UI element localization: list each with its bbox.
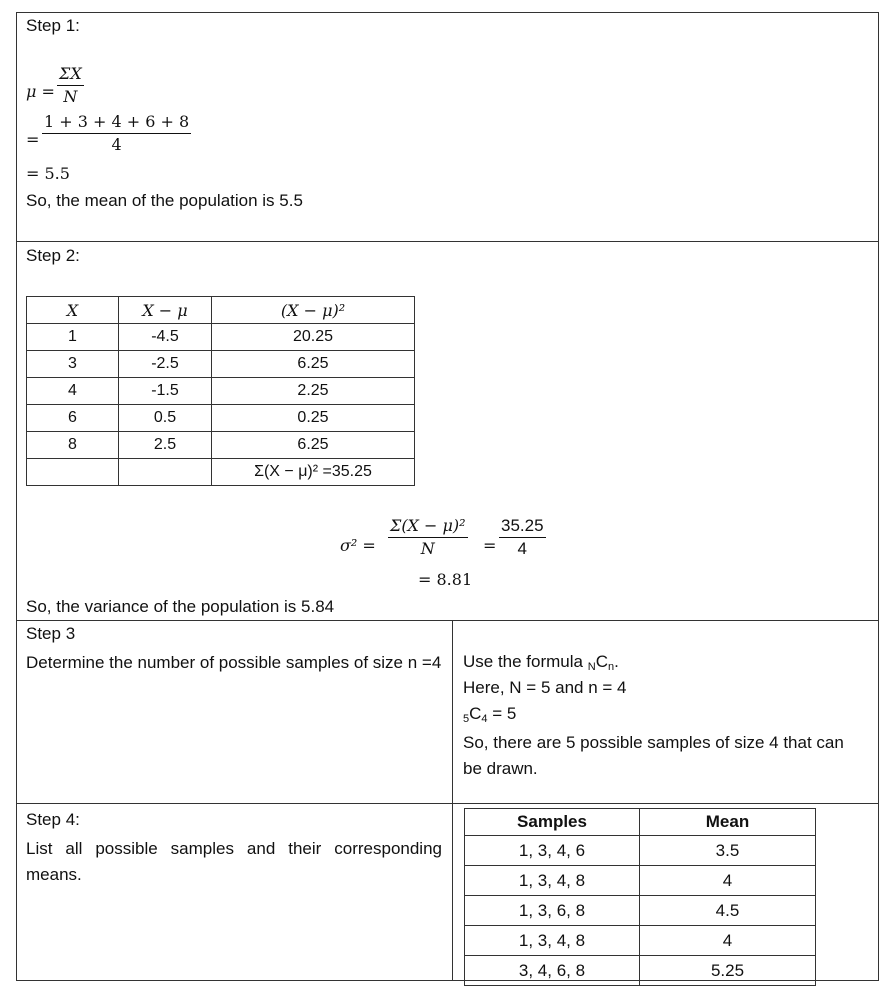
cell-x: 4 — [27, 378, 119, 405]
cell-deviation: 2.5 — [119, 432, 212, 459]
cell-x: 1 — [27, 324, 119, 351]
table-row — [465, 836, 816, 866]
formula-line — [463, 652, 619, 673]
frame-left — [16, 12, 17, 981]
formula-c: C — [595, 652, 608, 671]
step2-heading: Step 2: — [26, 246, 80, 265]
cell-sample: 3, 4, 6, 8 — [465, 956, 640, 986]
sum-denominator: 4 — [111, 135, 122, 154]
divider-step2-step3 — [16, 620, 878, 621]
sigma-lhs: σ² = — [340, 536, 376, 555]
header-deviation: X − μ — [119, 297, 212, 324]
table-row — [27, 405, 415, 432]
table-row — [27, 351, 415, 378]
table-row — [465, 956, 816, 986]
given-values: Here, N = 5 and n = 4 — [463, 678, 627, 697]
combination-line — [463, 704, 516, 725]
step3-description: Determine the number of possible samples of size n =4 — [26, 653, 442, 672]
cell-x: 8 — [27, 432, 119, 459]
cell-sample: 1, 3, 4, 8 — [465, 866, 640, 896]
cell-squared: 2.25 — [212, 378, 415, 405]
table-sum-row — [27, 459, 415, 486]
comb-sub-5: 5 — [463, 713, 470, 725]
step1-heading: Step 1: — [26, 16, 80, 35]
samples-table — [464, 808, 816, 986]
divider-step3-step4 — [16, 803, 878, 804]
cell-mean: 4.5 — [640, 896, 816, 926]
cell-deviation: -4.5 — [119, 324, 212, 351]
sigma-numerator-1: Σ(X − μ)² — [388, 516, 468, 538]
cell-deviation: -2.5 — [119, 351, 212, 378]
formula-prefix: Use the formula — [463, 652, 588, 671]
cell-squared: 20.25 — [212, 324, 415, 351]
cell-x: 3 — [27, 351, 119, 378]
formula-sub-n-big: N — [587, 661, 596, 673]
table-row — [27, 432, 415, 459]
sum-fraction — [42, 112, 191, 155]
table-row — [465, 896, 816, 926]
cell-deviation: -1.5 — [119, 378, 212, 405]
step4-description: List all possible samples and their corresponding means. — [26, 839, 442, 884]
sigma-fraction-1 — [388, 516, 468, 559]
sigma-denominator-1: N — [420, 539, 435, 558]
mean-conclusion: So, the mean of the population is 5.5 — [26, 191, 303, 210]
cell-sample: 1, 3, 4, 6 — [465, 836, 640, 866]
eq2-lhs: = — [26, 130, 40, 149]
sigma-fraction-2 — [499, 516, 546, 559]
cell-mean: 5.25 — [640, 956, 816, 986]
formula-suffix: . — [614, 652, 619, 671]
cell-empty — [27, 459, 119, 486]
mu-denominator: N — [63, 87, 78, 106]
samples-header-row — [465, 809, 816, 836]
step3-heading: Step 3 — [26, 624, 76, 643]
table-row — [27, 378, 415, 405]
cell-sample: 1, 3, 4, 8 — [465, 926, 640, 956]
comb-result: = 5 — [487, 704, 517, 723]
step4-heading: Step 4: — [26, 810, 80, 829]
sigma-equals: = — [483, 536, 497, 555]
header-squared-deviation: (X − μ)² — [212, 297, 415, 324]
cell-x: 6 — [27, 405, 119, 432]
variance-result: = 8.81 — [418, 570, 473, 589]
table-row — [27, 324, 415, 351]
formula-sub-n: n — [607, 661, 615, 673]
table-row — [465, 866, 816, 896]
mu-fraction — [57, 64, 84, 107]
cell-mean: 3.5 — [640, 836, 816, 866]
mean-result: = 5.5 — [26, 164, 70, 183]
samples-conclusion: So, there are 5 possible samples of size 4 that can be drawn. — [463, 733, 844, 778]
divider-step1-step2 — [16, 241, 878, 242]
header-x: X — [27, 297, 119, 324]
cell-sample: 1, 3, 6, 8 — [465, 896, 640, 926]
sum-numerator: 1 + 3 + 4 + 6 + 8 — [42, 112, 191, 134]
sigma-numerator-2: 35.25 — [499, 516, 546, 538]
header-samples: Samples — [465, 809, 640, 836]
cell-mean: 4 — [640, 926, 816, 956]
cell-mean: 4 — [640, 866, 816, 896]
cell-deviation: 0.5 — [119, 405, 212, 432]
frame-right — [878, 12, 879, 981]
header-mean: Mean — [640, 809, 816, 836]
cell-squared: 6.25 — [212, 351, 415, 378]
table-row — [465, 926, 816, 956]
cell-empty — [119, 459, 212, 486]
frame-top — [16, 12, 878, 13]
comb-c: C — [469, 704, 482, 723]
sigma-denominator-2: 4 — [517, 539, 527, 558]
variance-conclusion: So, the variance of the population is 5.84 — [26, 597, 335, 616]
column-divider — [452, 620, 453, 981]
mu-numerator: ΣX — [57, 64, 84, 86]
table-header-row — [27, 297, 415, 324]
cell-squared: 0.25 — [212, 405, 415, 432]
cell-squared: 6.25 — [212, 432, 415, 459]
mu-lhs: μ = — [26, 82, 55, 101]
comb-sub-4: 4 — [481, 713, 488, 725]
cell-sum: Σ(X − μ)² =35.25 — [212, 459, 415, 486]
deviation-table — [26, 296, 415, 486]
